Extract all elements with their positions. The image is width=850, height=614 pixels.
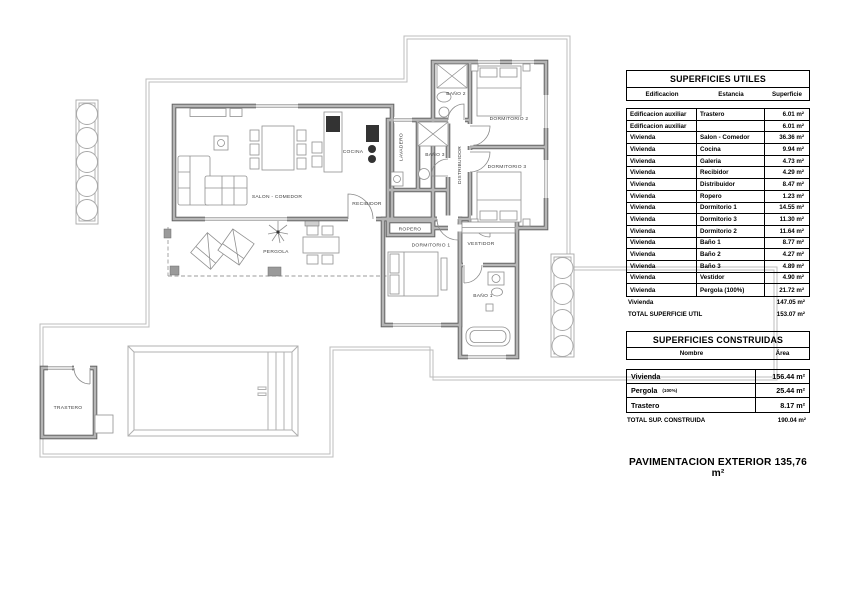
table-cell-estancia: Ropero	[697, 191, 765, 202]
superficies-construidas-table	[626, 331, 810, 426]
table-cell-edificacion: Vivienda	[627, 179, 697, 190]
table-cell-superficie: 4.89 m²	[782, 262, 804, 270]
room-label-dormitorio3: DORMITORIO 3	[487, 165, 527, 170]
table-row	[627, 249, 809, 261]
table-title: SUPERFICIES UTILES	[626, 70, 810, 88]
table-cell-estancia: Salon - Comedor	[697, 132, 765, 143]
column-header: Nombre	[679, 350, 704, 357]
row-name: Trastero	[631, 400, 660, 410]
table-cell-edificacion: Vivienda	[627, 191, 697, 202]
table-cell-superficie: 4.73 m²	[782, 157, 804, 165]
table-cell-estancia: Cocina	[697, 144, 765, 155]
row-name: Vivienda	[631, 372, 661, 381]
table-cell-area: 25.44 m²	[776, 386, 805, 395]
table-cell-edificacion: Vivienda	[627, 273, 697, 284]
table-header	[626, 88, 810, 101]
table-cell-area: 8.17 m²	[780, 400, 805, 410]
table-row	[627, 179, 809, 191]
table-row	[627, 384, 809, 398]
table-cell-superficie: 8.47 m²	[782, 180, 804, 188]
table-subtotal-row	[626, 297, 810, 309]
table-body	[626, 369, 810, 413]
table-row	[627, 109, 809, 121]
column-header: Edificacion	[645, 90, 679, 98]
table-cell-edificacion: Vivienda	[627, 203, 697, 214]
table-total-row	[626, 414, 810, 426]
table-cell-superficie: 11.30 m²	[779, 216, 804, 224]
row-note: (100%)	[662, 388, 678, 393]
planter-left	[76, 100, 98, 224]
table-cell-superficie: 36.36 m²	[779, 134, 804, 142]
table-cell-estancia: Dormitorio 3	[697, 214, 765, 225]
table-title: SUPERFICIES CONSTRUIDAS	[626, 331, 810, 348]
table-row	[627, 121, 809, 133]
table-row	[627, 370, 809, 384]
table-cell-nombre	[627, 384, 756, 397]
table-row	[627, 203, 809, 215]
total-label: TOTAL SUPERFICIE UTIL	[628, 310, 703, 318]
table-cell-edificacion: Vivienda	[627, 214, 697, 225]
table-header	[626, 348, 810, 360]
table-cell-superficie: 14.55 m²	[779, 204, 804, 212]
table-cell-edificacion: Vivienda	[627, 226, 697, 237]
table-cell-superficie: 4.27 m²	[782, 251, 804, 259]
subtotal-label: Vivienda	[628, 299, 654, 307]
table-row	[627, 238, 809, 250]
table-cell-estancia: Recibidor	[697, 167, 765, 178]
house-walls-core	[42, 62, 546, 437]
column-header: Área	[775, 350, 790, 357]
room-label-bano2: BAÑO 2	[446, 92, 466, 97]
table-cell-estancia: Vestidor	[697, 273, 765, 284]
table-cell-estancia: Dormitorio 1	[697, 203, 765, 214]
table-cell-superficie: 4.90 m²	[782, 274, 804, 282]
pavimentacion-exterior-note: PAVIMENTACION EXTERIOR 135,76 m²	[629, 457, 807, 479]
plant-icon	[268, 221, 288, 243]
table-row	[627, 214, 809, 226]
table-cell-estancia: Baño 3	[697, 261, 765, 272]
room-label-dormitorio2: DORMITORIO 2	[489, 117, 529, 122]
table-cell-edificacion: Vivienda	[627, 132, 697, 143]
table-row	[627, 144, 809, 156]
table-cell-estancia: Galeria	[697, 156, 765, 167]
swimming-pool	[128, 346, 298, 436]
table-row	[627, 191, 809, 203]
room-label-trastero: TRASTERO	[53, 406, 83, 411]
table-cell-edificacion: Vivienda	[627, 167, 697, 178]
table-cell-superficie: 8.77 m²	[782, 239, 804, 247]
table-cell-estancia: Pergola (100%)	[697, 284, 765, 296]
room-label-pergola: PERGOLA	[263, 250, 289, 255]
table-row	[627, 398, 809, 412]
table-cell-edificacion: Vivienda	[627, 156, 697, 167]
room-label-vestidor: VESTIDOR	[467, 242, 495, 247]
table-cell-edificacion: Vivienda	[627, 144, 697, 155]
table-cell-estancia: Baño 2	[697, 249, 765, 260]
table-row	[627, 273, 809, 285]
table-cell-edificacion: Vivienda	[627, 238, 697, 249]
room-label-cocina: COCINA	[342, 150, 364, 155]
table-cell-nombre	[627, 398, 756, 412]
living-room-furniture	[178, 109, 379, 206]
table-cell-estancia: Baño 1	[697, 238, 765, 249]
table-total-row	[626, 309, 810, 321]
table-cell-superficie: 6.01 m²	[782, 122, 804, 130]
column-header: Superficie	[772, 90, 802, 98]
total-value: 153.07 m²	[776, 310, 805, 318]
table-cell-superficie: 4.29 m²	[782, 169, 804, 177]
table-cell-estancia: Dormitorio 2	[697, 226, 765, 237]
table-cell-edificacion: Edificacion auxiliar	[627, 121, 697, 132]
room-label-bano1: BAÑO 1	[473, 294, 493, 299]
room-label-dormitorio1: DORMITORIO 1	[411, 243, 451, 249]
table-cell-edificacion: Vivienda	[627, 261, 697, 272]
table-cell-estancia: Trastero	[697, 109, 765, 120]
table-cell-superficie: 6.01 m²	[782, 110, 804, 118]
column-header: Estancia	[718, 90, 744, 98]
pergola-furniture	[191, 221, 339, 269]
table-row	[627, 261, 809, 273]
table-cell-edificacion: Vivienda	[627, 249, 697, 260]
room-label-ropero: ROPERO	[398, 227, 422, 233]
room-label-bano3: BAÑO 3	[425, 153, 445, 158]
table-body	[626, 108, 810, 297]
table-cell-edificacion: Vivienda	[627, 284, 697, 296]
table-row	[627, 284, 809, 296]
table-cell-superficie: 11.64 m²	[779, 227, 804, 235]
planter-right	[551, 254, 574, 357]
table-cell-superficie: 9.94 m²	[782, 145, 804, 153]
room-label-lavadero: LAVADERO	[399, 133, 405, 161]
trastero-annex	[95, 415, 113, 433]
table-cell-superficie: 1.23 m²	[782, 192, 804, 200]
table-row	[627, 156, 809, 168]
row-name: Pergola	[631, 386, 658, 395]
table-cell-estancia	[697, 121, 765, 132]
room-label-recibidor: RECIBIDOR	[352, 202, 382, 207]
table-cell-edificacion: Edificacion auxiliar	[627, 109, 697, 120]
table-row	[627, 226, 809, 238]
room-label-salon: SALON - COMEDOR	[251, 195, 303, 200]
total-label: TOTAL SUP. CONSTRUIDA	[627, 416, 706, 424]
table-row	[627, 132, 809, 144]
subtotal-value: 147.05 m²	[776, 299, 805, 307]
table-cell-area: 156.44 m²	[772, 372, 805, 381]
superficies-utiles-table	[626, 70, 810, 320]
table-cell-superficie: 21.72 m²	[779, 286, 804, 294]
table-cell-estancia: Distribuidor	[697, 179, 765, 190]
table-cell-nombre	[627, 370, 756, 383]
room-label-distribuidor: DISTRIBUIDOR	[458, 145, 463, 185]
table-row	[627, 167, 809, 179]
total-value: 190.04 m²	[777, 416, 806, 424]
